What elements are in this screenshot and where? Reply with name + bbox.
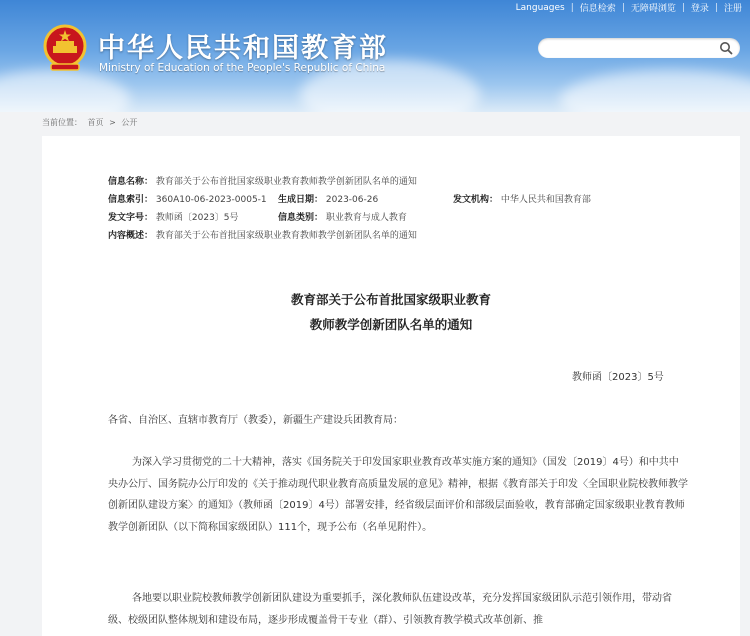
document-addressee: 各省、自治区、直辖市教育厅（教委），新疆生产建设兵团教育局： <box>108 415 403 426</box>
breadcrumb-home-link[interactable]: 首页 <box>87 118 104 127</box>
breadcrumb-separator: > <box>109 118 116 127</box>
meta-row-docno <box>108 210 239 223</box>
site-title-cn[interactable]: 中华人民共和国教育部 <box>98 33 388 64</box>
top-nav <box>516 1 742 14</box>
meta-docno-value: 教师函〔2023〕5号 <box>155 213 239 223</box>
cloud-decoration <box>0 70 130 112</box>
cloud-decoration <box>560 70 750 112</box>
meta-row-category <box>278 210 407 223</box>
nav-separator: | <box>714 2 718 13</box>
document-paragraph: 为深入学习贯彻党的二十大精神，落实《国务院关于印发国家职业教育改革实施方案的通知》（国发〔2019〕4号）和中共中央办公厅、国务院办公厅印发的《关于推动现代职业教育高质量发展的意见》精神，根据《教育部关于印发〈全国职业院校教师教学创新团队建设方案〉的通知》（教师函〔2019〕4号）部署安排，经省级层面评价和部级层面验收，教育部确定国家级职业教育教师教学创新团队（以下简称国家级团队）111个，现予公布（名单见附件）。 <box>108 457 688 533</box>
site-title-en: Ministry of Education of the People's Republic of China <box>99 62 386 74</box>
meta-row-name <box>108 174 417 187</box>
meta-org-label: 发文机构： <box>453 195 499 205</box>
meta-summary-label: 内容概述： <box>108 231 154 241</box>
meta-index-label: 信息索引： <box>108 195 154 205</box>
meta-summary-value: 教育部关于公布首批国家级职业教育教师教学创新团队名单的通知 <box>155 231 417 241</box>
login-link[interactable]: 登录 <box>690 4 709 14</box>
site-header <box>0 0 750 112</box>
nav-separator: | <box>621 2 625 13</box>
register-link[interactable]: 注册 <box>723 4 742 14</box>
breadcrumb-current-link[interactable]: 公开 <box>121 118 138 127</box>
meta-row-summary <box>108 228 417 241</box>
meta-date-label: 生成日期： <box>278 195 324 205</box>
info-search-link[interactable]: 信息检索 <box>579 4 616 14</box>
meta-category-label: 信息类别： <box>278 213 324 223</box>
document-paragraph: 各地要以职业院校教师教学创新团队建设为重要抓手，深化教师队伍建设改革，充分发挥国家级团队示范引领作用，带动省级、校级团队整体规划和建设布局，逐步形成覆盖骨干专业（群）、引领教育教学模式改革创新、推 <box>108 593 672 626</box>
breadcrumb <box>42 117 140 128</box>
meta-index-value: 360A10-06-2023-0005-1 <box>155 195 267 205</box>
accessibility-link[interactable]: 无障碍浏览 <box>630 4 676 14</box>
search-box <box>538 38 740 58</box>
meta-row-org <box>453 192 591 205</box>
meta-date-value: 2023-06-26 <box>325 195 379 205</box>
document-title-line2: 教师教学创新团队名单的通知 <box>309 317 473 332</box>
content-panel <box>42 136 740 636</box>
search-icon[interactable] <box>719 41 733 55</box>
nav-separator: | <box>681 2 685 13</box>
nav-separator: | <box>570 2 574 13</box>
meta-category-value: 职业教育与成人教育 <box>325 213 407 223</box>
languages-link[interactable]: Languages <box>515 2 565 13</box>
meta-row-date <box>278 192 378 205</box>
meta-docno-label: 发文字号： <box>108 213 154 223</box>
document-number: 教师函〔2023〕5号 <box>572 372 664 383</box>
meta-name-label: 信息名称： <box>108 177 154 187</box>
meta-row-index <box>108 192 267 205</box>
breadcrumb-label: 当前位置： <box>42 118 82 127</box>
search-input[interactable] <box>548 40 722 62</box>
meta-org-value: 中华人民共和国教育部 <box>500 195 591 205</box>
meta-name-value: 教育部关于公布首批国家级职业教育教师教学创新团队名单的通知 <box>155 177 417 187</box>
national-emblem-icon[interactable] <box>42 24 88 72</box>
document-title-line1: 教育部关于公布首批国家级职业教育 <box>290 292 491 307</box>
